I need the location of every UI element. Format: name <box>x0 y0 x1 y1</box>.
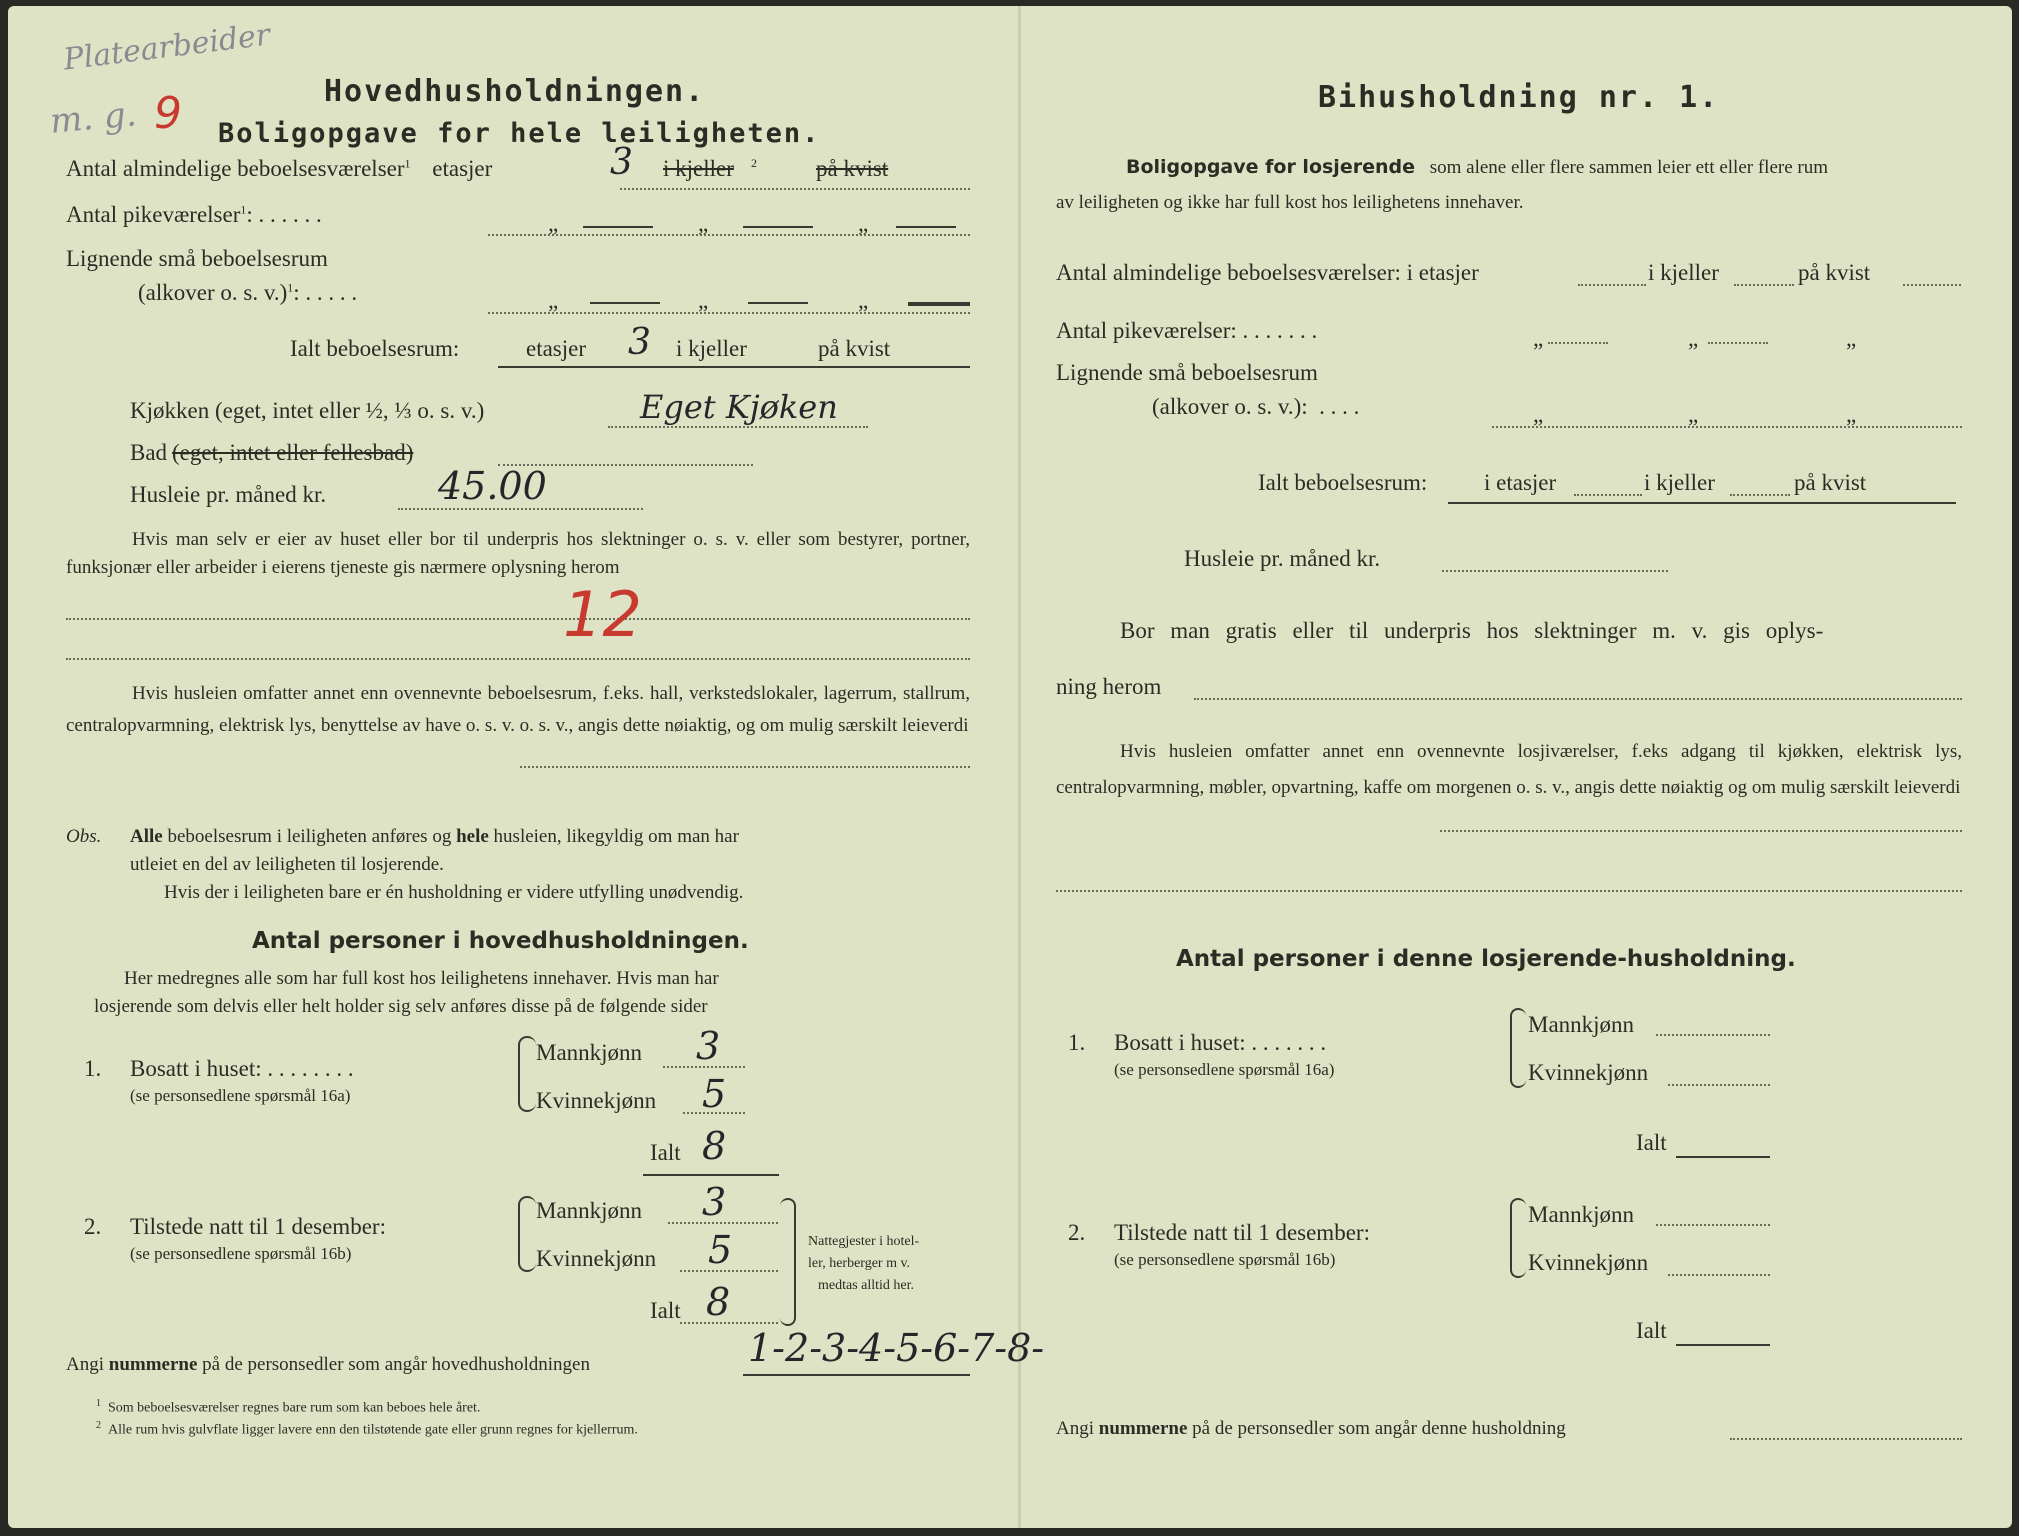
left-rent-includes-note: Hvis husleien omfatter annet enn ovennevnte beboelsesrum, f.eks. hall, verkstedslokaler, lagerrum, stallrum, centralopvarmning, elektrisk lys, benyttelse av have o. s. v. o. s. v., angis dette nøiaktig, og om mulig særskilt leieverdi <box>66 683 970 736</box>
rooms-etasjer-label: etasjer <box>432 156 493 181</box>
rooms-kvist-label: på kvist <box>816 156 889 181</box>
right-maid-rooms-label: Antal pikeværelser: . . . . . . . <box>1056 318 1318 343</box>
right-q2-male-label: Mannkjønn <box>1528 1202 1635 1227</box>
right-q1-resident-label: Bosatt i huset: . . . . . . . <box>1114 1030 1327 1055</box>
right-rooms-label: Antal almindelige beboelsesværelser: i etasjer <box>1056 260 1479 285</box>
left-rooms-row: Antal almindelige beboelsesværelser$^1$ etasjer <box>66 156 493 181</box>
right-total-rooms-label: Ialt beboelsesrum: <box>1258 470 1428 495</box>
q1-male-value: 3 <box>696 1024 721 1068</box>
person-numbers-value: 1-2-3-4-5-6-7-8- <box>748 1326 1045 1370</box>
left-maid-rooms-row: Antal pikeværelser$^1$: . . . . . . <box>66 202 322 227</box>
q2-total-label: Ialt <box>650 1298 681 1323</box>
bath-options: (eget, intet eller fellesbad) <box>172 440 414 465</box>
rent-label: Husleie pr. måned kr. <box>130 482 327 507</box>
right-rent-includes-note: Hvis husleien omfatter annet enn ovennevnte losjiværelser, f.eks adgang til kjøkken, elektrisk lys, centralopvarmning, møbler, opvartning, kaffe om morgenen o. s. v., angis dette nøiaktig og om mulig særskilt leieverdi <box>1056 741 1962 798</box>
right-free-rent-line1: Bor man gratis eller til underpris hos slektninger m. v. gis oplys- <box>1120 618 1824 643</box>
q1-total-value: 8 <box>702 1124 727 1168</box>
pencil-mg-note: m. g. <box>48 94 139 142</box>
right-intro-line1: Boligopgave for losjerende som alene eller flere sammen leier ett eller flere rum <box>1126 156 1829 178</box>
red-household-number: 12 <box>563 578 642 651</box>
right-title: Bihusholdning nr. 1. <box>1318 80 1720 115</box>
page-fold <box>1018 6 1021 1528</box>
right-free-rent-line2: ning herom <box>1056 674 1162 699</box>
right-persons-title: Antal personer i denne losjerende-husholdning. <box>1176 946 1796 972</box>
q2-present-label: Tilstede natt til 1 desember: <box>130 1214 386 1239</box>
rooms-label: Antal almindelige beboelsesværelser <box>66 156 405 181</box>
right-small-rooms-label: Lignende små beboelsesrum <box>1056 360 1318 385</box>
red-mg-number: 9 <box>154 88 182 139</box>
right-q2-present-label: Tilstede natt til 1 desember: <box>1114 1220 1370 1245</box>
left-subtitle: Boligopgave for hele leiligheten. <box>218 118 821 149</box>
obs-label: Obs. <box>66 826 102 847</box>
left-total-rooms-label: Ialt beboelsesrum: <box>290 336 460 361</box>
left-small-rooms-label: Lignende små beboelsesrum <box>66 246 328 271</box>
q1-female-label: Kvinnekjønn <box>536 1088 657 1113</box>
left-persons-title: Antal personer i hovedhusholdningen. <box>252 928 749 954</box>
rooms-kjeller-label: i kjeller <box>663 156 734 181</box>
right-q1-male-label: Mannkjønn <box>1528 1012 1635 1037</box>
right-q1-total-label: Ialt <box>1636 1130 1667 1155</box>
left-owner-note: Hvis man selv er eier av huset eller bor til underpris hos slektninger o. s. v. eller som bestyrer, portner, funksjonær eller arbeider i eierens tjeneste gis nærmere oplysning herom <box>66 529 970 578</box>
bath-label: Bad <box>130 440 168 465</box>
right-q2-female-label: Kvinnekjønn <box>1528 1250 1649 1275</box>
right-rent-label: Husleie pr. måned kr. <box>1184 546 1381 571</box>
night-guests-note-line1: Nattegjester i hotel- <box>808 1234 920 1249</box>
kitchen-value: Eget Kjøken <box>640 388 838 426</box>
right-q2-total-label: Ialt <box>1636 1318 1667 1343</box>
right-person-numbers-label: Angi nummerne på de personsedler som angår denne husholdning <box>1056 1418 1566 1439</box>
left-person-numbers-label: Angi nummerne på de personsedler som angår hovedhusholdningen <box>66 1354 590 1375</box>
night-guests-note-line3: medtas alltid her. <box>818 1278 915 1293</box>
night-guests-note-line2: ler, herberger m v. <box>808 1256 911 1271</box>
kitchen-label: Kjøkken (eget, intet eller ½, ⅓ o. s. v.) <box>130 398 485 423</box>
q2-male-value: 3 <box>702 1180 727 1224</box>
footnote-2: $^2$ Alle rum hvis gulvflate ligger lavere enn den tilstøtende gate eller grunn regnes for kjellerrum. <box>96 1420 638 1438</box>
q1-resident-label: Bosatt i huset: . . . . . . . . <box>130 1056 354 1081</box>
q2-total-value: 8 <box>706 1280 731 1324</box>
footnote-1: $^1$ Som beboelsesværelser regnes bare rum som kan beboes hele året. <box>96 1398 481 1416</box>
left-title: Hovedhusholdningen. <box>324 74 706 109</box>
q2-female-label: Kvinnekjønn <box>536 1246 657 1271</box>
q1-total-label: Ialt <box>650 1140 681 1165</box>
census-form-sheet: Platearbeider m. g. 9 Hovedhusholdningen. Boligopgave for hele leiligheten. Antal almindelige beboelsesværelser$^1$ etasjer 3 i kjeller 2 på kvist Antal pikeværelser$^1$: . . . . . . „ „ „ Lignende små beboelsesrum (alkover o. s. v.)$^1$: . . . . . „ „ „ Ialt beboelsesrum: etasjer 3 i kjeller på kvist Kjøkken (eget, intet eller ½, ⅓ o. s. v.) Eget Kjøken Bad (eget, intet eller fellesbad) Husleie pr. måned kr. 45.00 Hvis man selv er eier av huset eller bor til underpris hos slektninger o. s. v. eller som bestyrer, portner, funksjonær eller arbeider i eierens tjeneste gis nærmere oplysning herom 12 Hvis husleien omfatter annet enn ovennevnte beboelsesrum, f.eks. hall, verkstedslokaler, lagerrum, stallrum, centralopvarmning, elektrisk lys, benyttelse av have o. s. v. o. s. v., angis dette nøiaktig, og om mulig særskilt leieverdi Obs. Alle beboelsesrum i leiligheten anføres og hele husleien, likegyldig om man har utleiet en del av leiligheten til losjerende. Hvis der i leiligheten bare er én husholdning er videre utfylling unødvendig. Antal personer i hovedhusholdningen. Her medregnes alle som har full kost hos leilighetens innehaver. Hvis man har losjerende som delvis eller helt holder sig selv anføres disse på de følgende sider 1. Bosatt i huset: . . . . . . . . (se personsedlene spørsmål 16a) Mannkjønn 3 Kvinnekjønn 5 Ialt 8 2. Tilstede natt til 1 desember: (se personsedlene spørsmål 16b) Mannkjønn 3 Kvinnekjønn 5 Ialt 8 Nattegjester i hotel- ler, herberger m v. medtas alltid her. Angi nummerne på de personsedler som angår hovedhusholdningen 1-2-3-4-5-6-7-8- $^1$ Som beboelsesværelser regnes bare rum som kan beboes hele året. $^2$ Alle rum hvis gulvflate ligger lavere enn den tilstøtende gate eller grunn regnes for kjellerrum. Bihusholdning nr. 1. Boligopgave for losjerende som alene eller flere sammen leier ett eller flere rum av leiligheten og ikke har full kost hos leilighetens innehaver. Antal almindelige beboelsesværelser: i etasjer i kjeller på kvist Antal pikeværelser: . . . . . . . „ „ „ Lignende små beboelsesrum (alkover o. s. v.): . . . . „ „ „ Ialt beboelsesrum: i etasjer i kjeller på kvist Husleie pr. måned kr. Bor man gratis eller til underpris hos slektninger m. v. gis oplys- ning herom Hvis husleien omfatter annet enn ovennevnte losjiværelser, f.eks adgang til kjøkken, elektrisk lys, centralopvarmning, møbler, opvartning, kaffe om morgenen o. s. v., angis dette nøiaktig og om mulig særskilt leieverdi Antal personer i denne losjerende-husholdning. 1. Bosatt i huset: . . . . . . . (se personsedlene spørsmål 16a) Mannkjønn Kvinnekjønn Ialt 2. Tilstede natt til 1 desember: (se personsedlene spørsmål 16b) Mannkjønn Kvinnekjønn Ialt Angi nummerne på de personsedler som angår denne husholdning <box>8 6 2012 1528</box>
q2-male-label: Mannkjønn <box>536 1198 643 1223</box>
q2-female-value: 5 <box>708 1228 733 1272</box>
q1-female-value: 5 <box>702 1072 727 1116</box>
rent-value: 45.00 <box>438 464 547 508</box>
right-intro-line2: av leiligheten og ikke har full kost hos leilighetens innehaver. <box>1056 192 1524 213</box>
total-rooms-value: 3 <box>628 322 651 363</box>
right-q1-female-label: Kvinnekjønn <box>1528 1060 1649 1085</box>
rooms-etasjer-value: 3 <box>610 142 633 183</box>
obs-text: Alle beboelsesrum i leiligheten anføres og hele husleien, likegyldig om man har <box>130 826 739 847</box>
pencil-occupation-note: Platearbeider <box>61 17 272 78</box>
q1-male-label: Mannkjønn <box>536 1040 643 1065</box>
